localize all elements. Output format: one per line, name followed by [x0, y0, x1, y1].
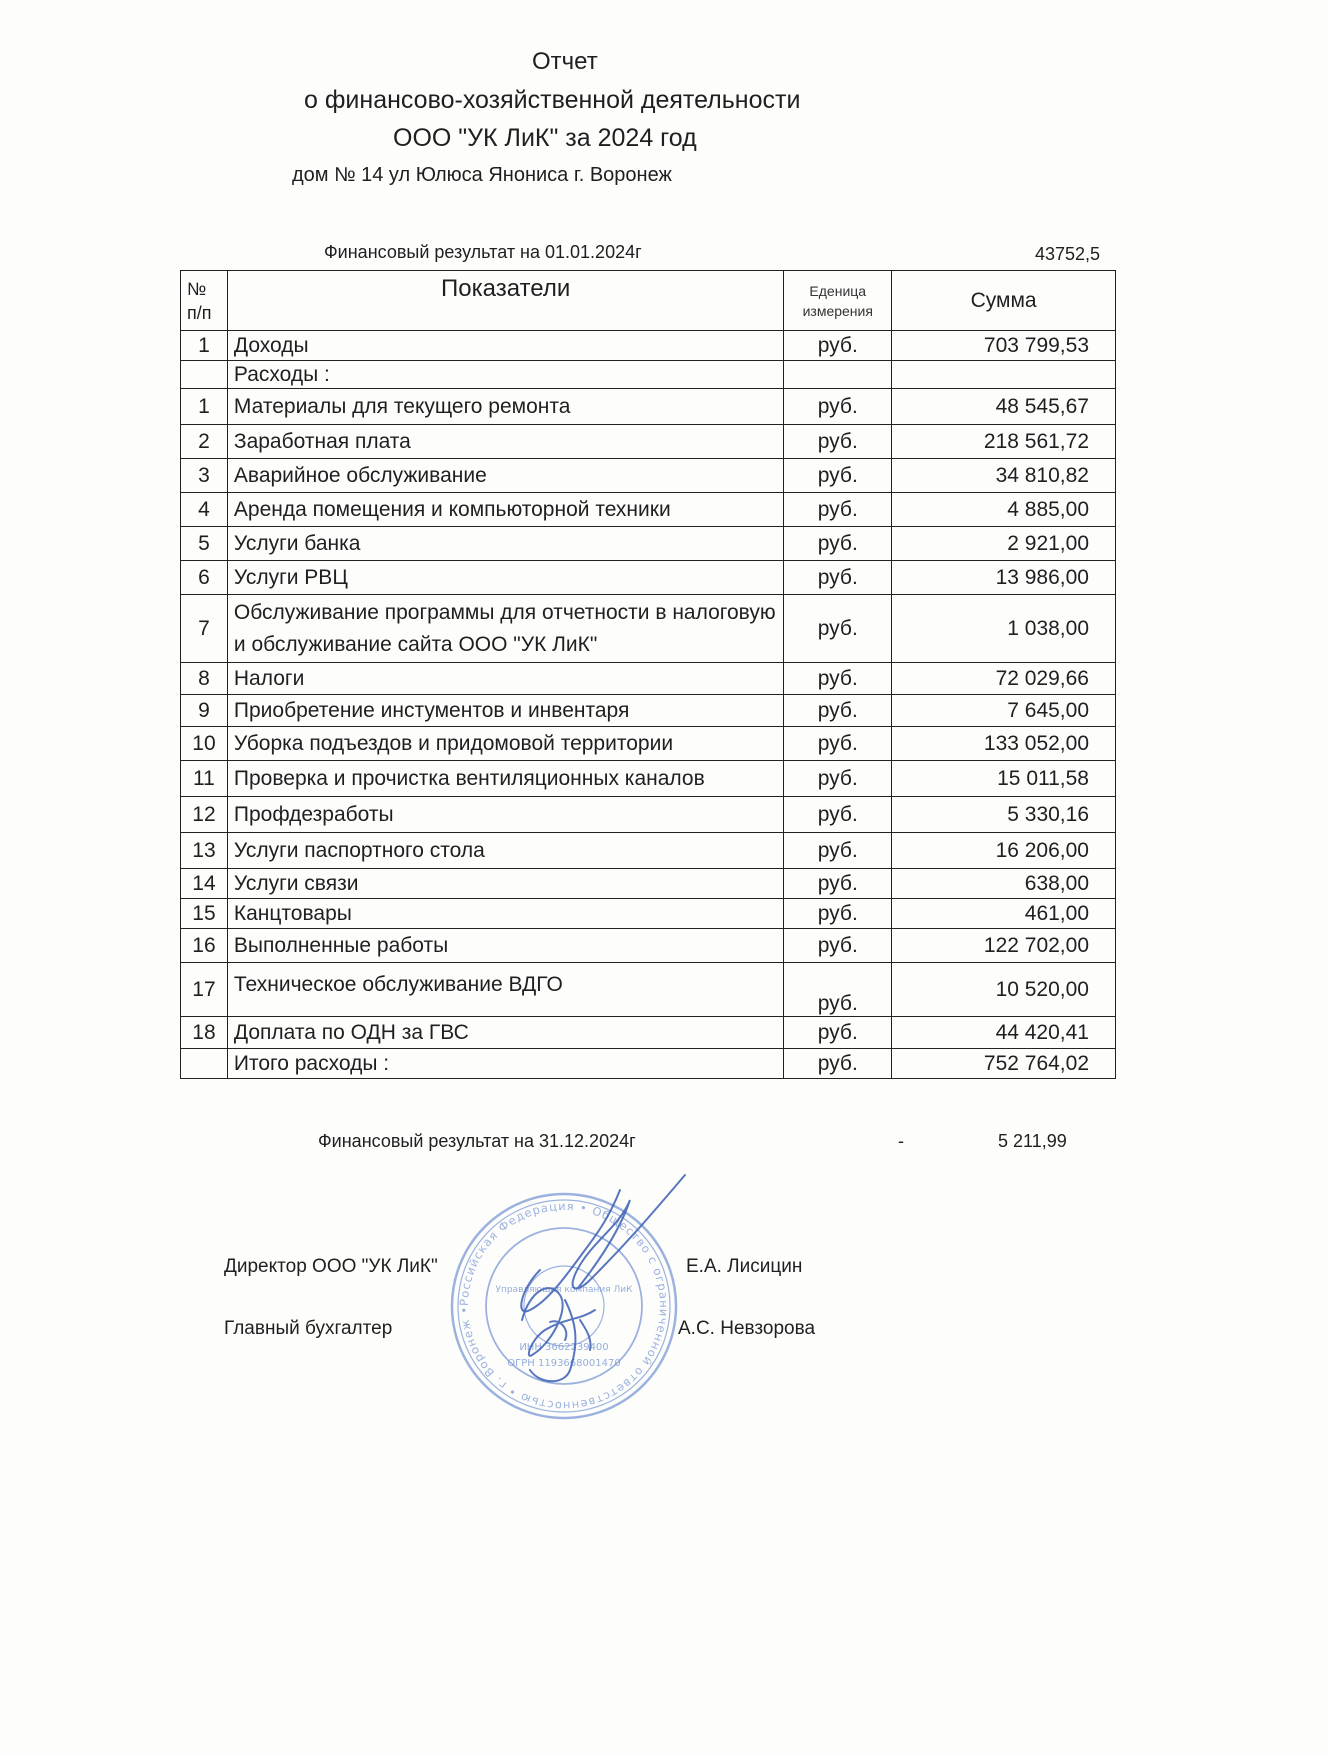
- row-sum: 15 011,58: [892, 761, 1116, 797]
- table-row: [181, 663, 1116, 695]
- table-row: [181, 833, 1116, 869]
- stamp-ogrn-text: ОГРН 1193668001470: [507, 1358, 621, 1369]
- row-name: Заработная плата: [227, 425, 783, 459]
- total-row: [181, 1049, 1116, 1079]
- table-header-row: [181, 271, 1116, 331]
- row-unit: руб.: [784, 761, 892, 797]
- total-sum: 752 764,02: [892, 1049, 1116, 1079]
- row-unit: руб.: [784, 797, 892, 833]
- row-num: 7: [181, 595, 228, 663]
- table-row: [181, 797, 1116, 833]
- row-num: 9: [181, 695, 228, 727]
- row-unit: руб.: [784, 695, 892, 727]
- opening-balance-value: 43752,5: [1035, 244, 1101, 264]
- row-sum: 638,00: [892, 869, 1116, 899]
- row-sum: 1 038,00: [892, 595, 1116, 663]
- row-sum: 16 206,00: [892, 833, 1116, 869]
- expenses-label-sum: [892, 361, 1116, 389]
- row-num: 2: [181, 425, 228, 459]
- row-name: Профдезработы: [227, 797, 783, 833]
- header-sum: Сумма: [892, 271, 1116, 331]
- report-subtitle: о финансово-хозяйственной деятельности: [304, 86, 801, 114]
- row-num: 15: [181, 899, 228, 929]
- row-sum: 461,00: [892, 899, 1116, 929]
- row-name: Услуги банка: [227, 527, 783, 561]
- row-unit: руб.: [784, 493, 892, 527]
- table-row: [181, 869, 1116, 899]
- row-unit: руб.: [784, 595, 892, 663]
- row-num: 18: [181, 1017, 228, 1049]
- row-unit: руб.: [784, 663, 892, 695]
- signature-strokes: [470, 1170, 710, 1400]
- row-unit: руб.: [784, 963, 892, 1017]
- director-name: Е.А. Лисицин: [686, 1256, 803, 1277]
- row-name: Аварийное обслуживание: [227, 459, 783, 493]
- closing-balance-label: Финансовый результат на 31.12.2024г: [318, 1131, 636, 1151]
- table-row: [181, 727, 1116, 761]
- row-name: Техническое обслуживание ВДГО: [227, 963, 783, 1017]
- row-num: 12: [181, 797, 228, 833]
- table-row: [181, 929, 1116, 963]
- row-name: Приобретение инстументов и инвентаря: [227, 695, 783, 727]
- row-name: Обслуживание программы для отчетности в налоговую и обслуживание сайта ООО "УК ЛиК": [227, 595, 783, 663]
- row-unit: руб.: [784, 459, 892, 493]
- stamp-center-text: Управляющая компания ЛиК: [495, 1285, 633, 1295]
- report-address: дом № 14 ул Юлюса Янониса г. Воронеж: [292, 164, 672, 186]
- accountant-title: Главный бухгалтер: [224, 1318, 393, 1339]
- row-unit: руб.: [784, 899, 892, 929]
- income-name: Доходы: [227, 331, 783, 361]
- expenses-label-row: [181, 361, 1116, 389]
- opening-balance-label: Финансовый результат на 01.01.2024г: [324, 242, 642, 262]
- closing-balance-dash: -: [898, 1131, 904, 1151]
- row-num: 8: [181, 663, 228, 695]
- row-unit: руб.: [784, 869, 892, 899]
- row-unit: руб.: [784, 561, 892, 595]
- expenses-label-num: [181, 361, 228, 389]
- table-row: [181, 389, 1116, 425]
- row-sum: 122 702,00: [892, 929, 1116, 963]
- table-row: [181, 561, 1116, 595]
- table-row: [181, 1017, 1116, 1049]
- row-num: 3: [181, 459, 228, 493]
- income-num: 1: [181, 331, 228, 361]
- row-num: 17: [181, 963, 228, 1017]
- report-title: Отчет: [532, 48, 598, 75]
- expenses-label-unit: [784, 361, 892, 389]
- report-company-year: ООО "УК ЛиК" за 2024 год: [393, 124, 697, 152]
- expenses-label: Расходы :: [227, 361, 783, 389]
- row-num: 11: [181, 761, 228, 797]
- table-row: [181, 459, 1116, 493]
- accountant-name: А.С. Невзорова: [678, 1318, 816, 1339]
- income-row: [181, 331, 1116, 361]
- row-unit: руб.: [784, 1017, 892, 1049]
- row-num: 14: [181, 869, 228, 899]
- row-num: 4: [181, 493, 228, 527]
- row-name: Услуги паспортного стола: [227, 833, 783, 869]
- row-num: 5: [181, 527, 228, 561]
- header-unit: Еденица измерения: [784, 271, 892, 331]
- row-name: Доплата по ОДН за ГВС: [227, 1017, 783, 1049]
- row-name: Проверка и прочистка вентиляционных каналов: [227, 761, 783, 797]
- income-sum: 703 799,53: [892, 331, 1116, 361]
- row-sum: 7 645,00: [892, 695, 1116, 727]
- row-unit: руб.: [784, 527, 892, 561]
- stamp-inn-text: ИНН 3662239400: [519, 1342, 609, 1353]
- report-table: [180, 270, 1116, 1079]
- row-name: Услуги РВЦ: [227, 561, 783, 595]
- row-sum: 4 885,00: [892, 493, 1116, 527]
- expense-rows: [181, 389, 1116, 1049]
- row-name: Аренда помещения и компьюторной техники: [227, 493, 783, 527]
- table-row: [181, 493, 1116, 527]
- row-num: 13: [181, 833, 228, 869]
- row-sum: 34 810,82: [892, 459, 1116, 493]
- table-row: [181, 425, 1116, 459]
- row-unit: руб.: [784, 389, 892, 425]
- row-name: Материалы для текущего ремонта: [227, 389, 783, 425]
- header-name: Показатели: [227, 271, 783, 331]
- director-title: Директор ООО "УК ЛиК": [224, 1256, 438, 1277]
- row-name: Услуги связи: [227, 869, 783, 899]
- row-name: Налоги: [227, 663, 783, 695]
- row-num: 10: [181, 727, 228, 761]
- table-row: [181, 695, 1116, 727]
- total-name: Итого расходы :: [227, 1049, 783, 1079]
- total-unit: руб.: [784, 1049, 892, 1079]
- table-row: [181, 963, 1116, 1017]
- row-unit: руб.: [784, 425, 892, 459]
- row-sum: 72 029,66: [892, 663, 1116, 695]
- total-num: [181, 1049, 228, 1079]
- row-sum: 44 420,41: [892, 1017, 1116, 1049]
- stamp-outer-text: Российская Федерация • Общество с ограниченной ответственностью • г. Воронеж •: [456, 1198, 672, 1414]
- table-row: [181, 527, 1116, 561]
- row-sum: 48 545,67: [892, 389, 1116, 425]
- table-row: [181, 595, 1116, 663]
- table-row: [181, 761, 1116, 797]
- row-name: Выполненные работы: [227, 929, 783, 963]
- row-sum: 2 921,00: [892, 527, 1116, 561]
- row-sum: 218 561,72: [892, 425, 1116, 459]
- income-unit: руб.: [784, 331, 892, 361]
- row-unit: руб.: [784, 727, 892, 761]
- row-num: 6: [181, 561, 228, 595]
- row-unit: руб.: [784, 833, 892, 869]
- row-sum: 10 520,00: [892, 963, 1116, 1017]
- closing-balance-value: 5 211,99: [998, 1131, 1067, 1151]
- row-sum: 5 330,16: [892, 797, 1116, 833]
- row-name: Канцтовары: [227, 899, 783, 929]
- row-sum: 13 986,00: [892, 561, 1116, 595]
- row-name: Уборка подъездов и придомовой территории: [227, 727, 783, 761]
- row-sum: 133 052,00: [892, 727, 1116, 761]
- row-num: 16: [181, 929, 228, 963]
- header-num: № п/п: [181, 271, 228, 331]
- row-unit: руб.: [784, 929, 892, 963]
- table-row: [181, 899, 1116, 929]
- row-num: 1: [181, 389, 228, 425]
